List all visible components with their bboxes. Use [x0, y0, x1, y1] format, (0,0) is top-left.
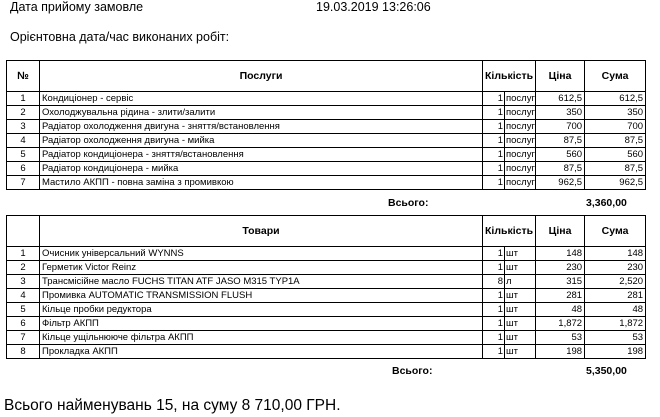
row-number: 2: [7, 106, 40, 120]
row-sum: 48: [585, 303, 646, 317]
row-name: Фільтр АКПП: [40, 317, 483, 331]
row-qty-value: 1: [483, 289, 505, 302]
services-col-qty: Кількість: [483, 61, 536, 92]
row-name: Трансмісійне масло FUCHS TITAN ATF JASO M315 TYP1A: [40, 275, 483, 289]
row-price: 87,5: [536, 162, 585, 176]
row-price: 1,872: [536, 317, 585, 331]
goods-table: [6, 215, 646, 359]
row-sum: 230: [585, 261, 646, 275]
row-price: 612,5: [536, 92, 585, 106]
row-name: Мастило АКПП - повна заміна з промивкою: [40, 176, 483, 190]
row-unit: шт: [506, 304, 518, 315]
row-sum: 87,5: [585, 162, 646, 176]
order-date-label: Дата прийому замовле: [10, 0, 144, 14]
row-number: 4: [7, 289, 40, 303]
row-sum: 148: [585, 247, 646, 261]
row-qty-value: 1: [483, 106, 505, 119]
row-quantity: [483, 162, 536, 176]
row-number: 5: [7, 148, 40, 162]
row-name: Прокладка АКПП: [40, 345, 483, 359]
services-total-label: Всього:: [388, 197, 429, 209]
services-col-number: №: [7, 61, 40, 92]
estimated-date-label: Орієнтовна дата/час виконаних робіт:: [10, 30, 230, 44]
goods-col-price: Ціна: [536, 216, 585, 247]
row-price: 230: [536, 261, 585, 275]
row-number: 6: [7, 317, 40, 331]
row-unit: послуг: [506, 107, 535, 118]
row-sum: 560: [585, 148, 646, 162]
row-quantity: [483, 303, 536, 317]
row-name: Очисник універсальний WYNNS: [40, 247, 483, 261]
row-number: 2: [7, 261, 40, 275]
row-sum: 700: [585, 120, 646, 134]
table-row: [7, 345, 646, 359]
row-quantity: [483, 120, 536, 134]
row-quantity: [483, 176, 536, 190]
row-price: 350: [536, 106, 585, 120]
row-number: 5: [7, 303, 40, 317]
table-row: [7, 92, 646, 106]
row-quantity: [483, 261, 536, 275]
row-name: Радіатор охолодження двигуна - мийка: [40, 134, 483, 148]
row-qty-value: 1: [483, 247, 505, 260]
services-col-name: Послуги: [40, 61, 483, 92]
table-row: [7, 106, 646, 120]
row-name: Кільце пробки редуктора: [40, 303, 483, 317]
row-qty-value: 1: [483, 148, 505, 161]
row-qty-value: 1: [483, 92, 505, 105]
goods-col-name: Товари: [40, 216, 483, 247]
row-qty-value: 1: [483, 345, 505, 358]
row-qty-value: 1: [483, 303, 505, 316]
row-price: 148: [536, 247, 585, 261]
row-unit: послуг: [506, 135, 535, 146]
row-qty-value: 1: [483, 261, 505, 274]
row-quantity: [483, 289, 536, 303]
row-sum: 281: [585, 289, 646, 303]
row-number: 1: [7, 92, 40, 106]
row-price: 87,5: [536, 134, 585, 148]
goods-col-number: [7, 216, 40, 247]
row-name: Охолоджувальна рідина - злити/залити: [40, 106, 483, 120]
row-unit: шт: [506, 332, 518, 343]
services-table: [6, 60, 646, 190]
table-row: [7, 176, 646, 190]
row-quantity: [483, 275, 536, 289]
order-date-value: 19.03.2019 13:26:06: [316, 0, 431, 14]
row-quantity: [483, 148, 536, 162]
row-price: 700: [536, 120, 585, 134]
row-price: 53: [536, 331, 585, 345]
row-number: 7: [7, 331, 40, 345]
row-name: Герметик Victor Reinz: [40, 261, 483, 275]
row-sum: 612,5: [585, 92, 646, 106]
row-name: Промивка AUTOMATIC TRANSMISSION FLUSH: [40, 289, 483, 303]
row-qty-value: 1: [483, 317, 505, 330]
row-name: Радіатор кондиціонера - зняття/встановлення: [40, 148, 483, 162]
services-header-row: [7, 61, 646, 92]
table-row: [7, 317, 646, 331]
row-unit: послуг: [506, 93, 535, 104]
table-row: [7, 134, 646, 148]
row-number: 3: [7, 120, 40, 134]
row-name: Радіатор кондиціонера - мийка: [40, 162, 483, 176]
row-unit: послуг: [506, 121, 535, 132]
row-qty-value: 1: [483, 134, 505, 147]
goods-col-sum: Сума: [585, 216, 646, 247]
row-sum: 2,520: [585, 275, 646, 289]
table-row: [7, 247, 646, 261]
goods-total-label: Всього:: [392, 365, 433, 377]
row-unit: шт: [506, 248, 518, 259]
services-col-price: Ціна: [536, 61, 585, 92]
goods-total-value: 5,350,00: [586, 365, 627, 377]
row-quantity: [483, 92, 536, 106]
row-sum: 350: [585, 106, 646, 120]
row-qty-value: 1: [483, 120, 505, 133]
row-number: 8: [7, 345, 40, 359]
row-quantity: [483, 106, 536, 120]
row-unit: шт: [506, 318, 518, 329]
goods-col-qty: Кількість: [483, 216, 536, 247]
order-summary: Всього найменувань 15, на суму 8 710,00 ГРН.: [4, 397, 341, 414]
row-unit: л: [506, 276, 512, 287]
row-qty-value: 1: [483, 331, 505, 344]
row-qty-value: 1: [483, 176, 505, 189]
row-unit: послуг: [506, 163, 535, 174]
services-col-sum: Сума: [585, 61, 646, 92]
row-quantity: [483, 317, 536, 331]
row-unit: шт: [506, 290, 518, 301]
goods-header-row: [7, 216, 646, 247]
row-price: 198: [536, 345, 585, 359]
row-unit: послуг: [506, 177, 535, 188]
table-row: [7, 289, 646, 303]
table-row: [7, 261, 646, 275]
row-unit: шт: [506, 262, 518, 273]
row-unit: послуг: [506, 149, 535, 160]
services-total-value: 3,360,00: [586, 197, 627, 209]
row-price: 315: [536, 275, 585, 289]
row-price: 560: [536, 148, 585, 162]
table-row: [7, 120, 646, 134]
table-row: [7, 331, 646, 345]
row-number: 4: [7, 134, 40, 148]
row-quantity: [483, 247, 536, 261]
row-number: 6: [7, 162, 40, 176]
row-number: 1: [7, 247, 40, 261]
row-price: 48: [536, 303, 585, 317]
table-row: [7, 162, 646, 176]
row-sum: 1,872: [585, 317, 646, 331]
row-sum: 198: [585, 345, 646, 359]
row-sum: 87,5: [585, 134, 646, 148]
table-row: [7, 303, 646, 317]
row-sum: 962,5: [585, 176, 646, 190]
row-sum: 53: [585, 331, 646, 345]
row-quantity: [483, 331, 536, 345]
row-unit: шт: [506, 346, 518, 357]
row-price: 962,5: [536, 176, 585, 190]
row-name: Кондиціонер - сервіс: [40, 92, 483, 106]
row-name: Радіатор охолодження двигуна - зняття/встановлення: [40, 120, 483, 134]
table-row: [7, 275, 646, 289]
row-qty-value: 1: [483, 162, 505, 175]
row-quantity: [483, 134, 536, 148]
row-quantity: [483, 345, 536, 359]
row-name: Кільце ущільнююче фільтра АКПП: [40, 331, 483, 345]
table-row: [7, 148, 646, 162]
row-number: 3: [7, 275, 40, 289]
row-number: 7: [7, 176, 40, 190]
row-qty-value: 8: [483, 275, 505, 288]
row-price: 281: [536, 289, 585, 303]
